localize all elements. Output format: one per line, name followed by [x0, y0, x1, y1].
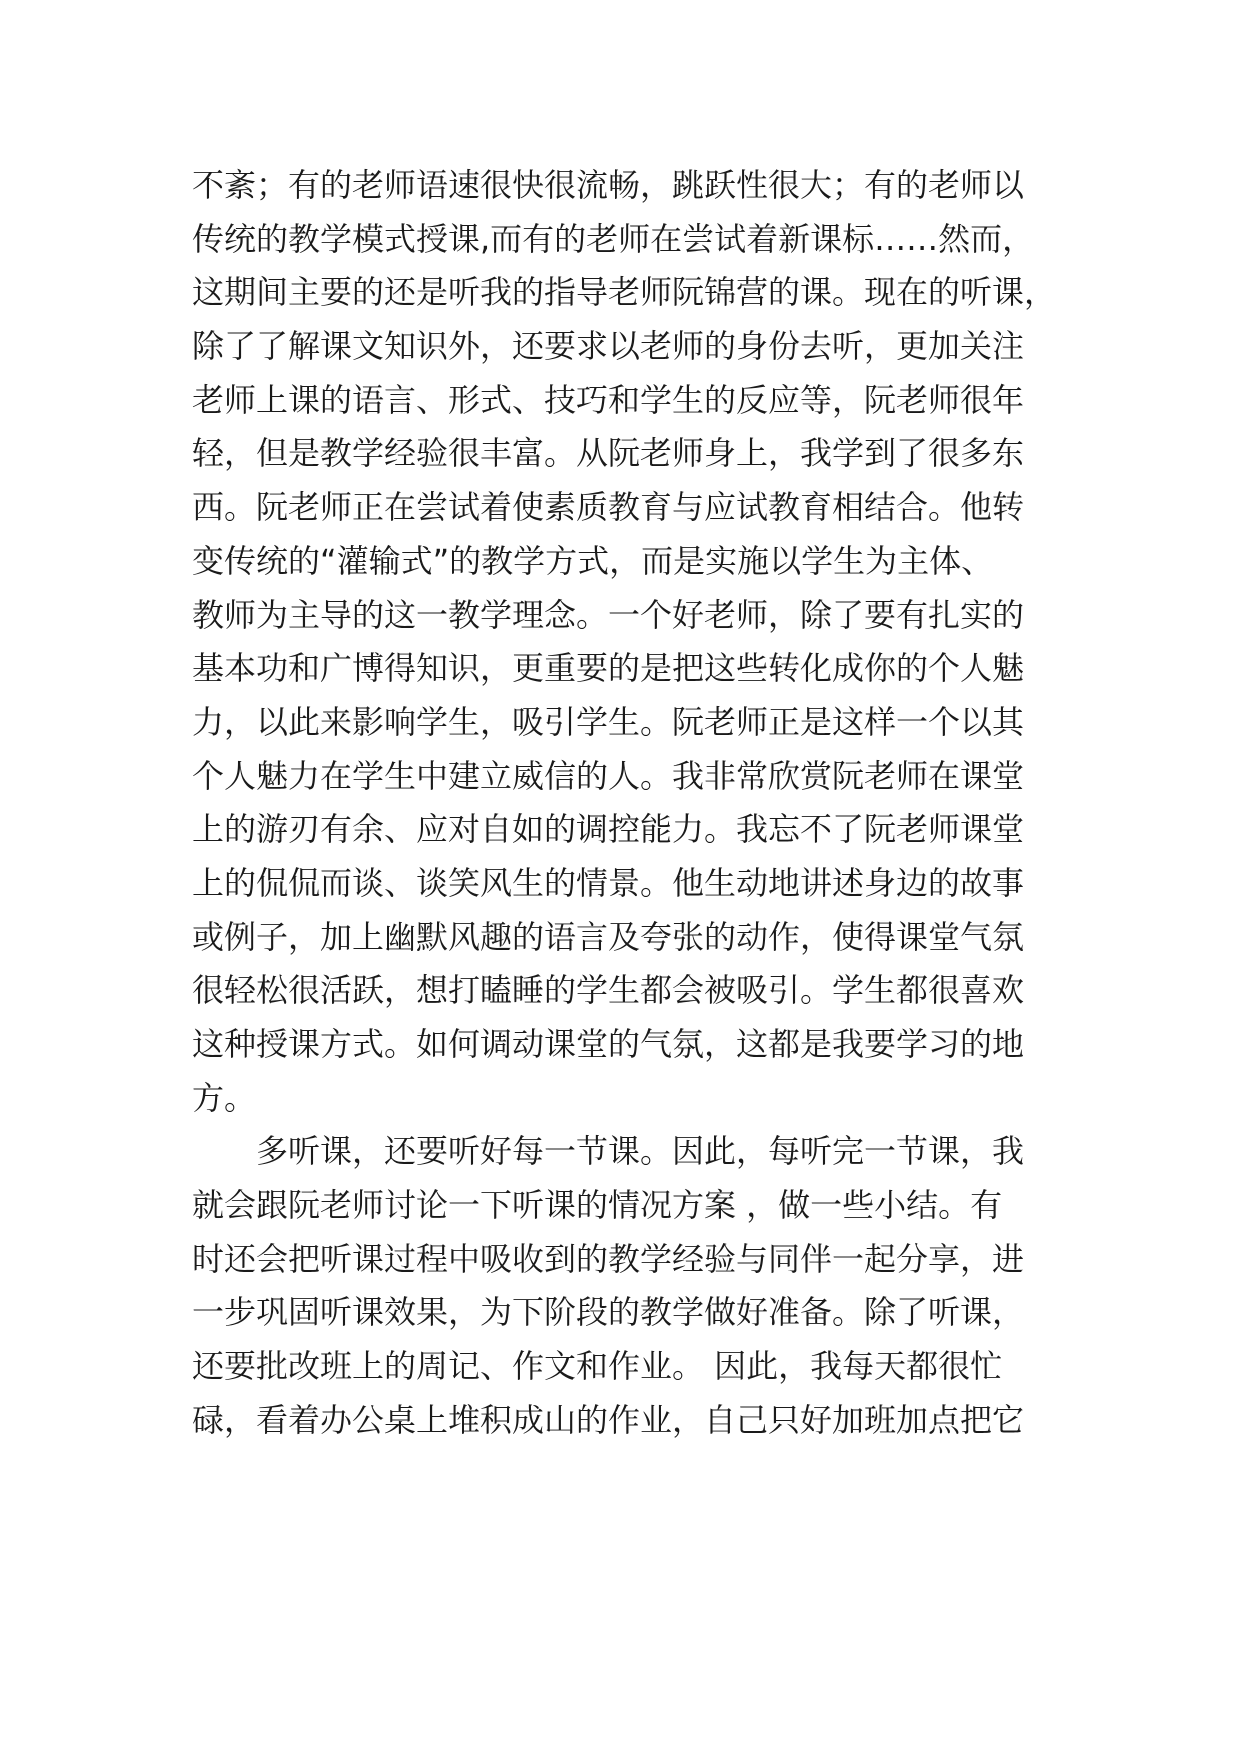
- text-line: 就会跟阮老师讨论一下听课的情况方案 ，做一些小结。有: [192, 1186, 1003, 1225]
- text-line: 很轻松很活跃，想打瞌睡的学生都会被吸引。学生都很喜欢: [192, 971, 1025, 1010]
- text-line: 这期间主要的还是听我的指导老师阮锦营的课。现在的听课，: [192, 273, 1057, 312]
- text-line: 基本功和广博得知识，更重要的是把这些转化成你的个人魅: [192, 649, 1025, 688]
- text-line: 轻，但是教学经验很丰富。从阮老师身上，我学到了很多东: [192, 434, 1025, 473]
- text-line: 方。: [192, 1078, 257, 1117]
- text-line: 变传统的“灌输式”的教学方式，而是实施以学生为主体、: [192, 541, 994, 580]
- text-line: 或例子，加上幽默风趣的语言及夸张的动作，使得课堂气氛: [192, 917, 1025, 956]
- text-line: 上的侃侃而谈、谈笑风生的情景。他生动地讲述身边的故事: [192, 863, 1025, 902]
- text-line: 除了了解课文知识外，还要求以老师的身份去听，更加关注: [192, 327, 1025, 366]
- text-line: 时还会把听课过程中吸收到的教学经验与同伴一起分享，进: [192, 1239, 1025, 1278]
- text-line: 上的游刃有余、应对自如的调控能力。我忘不了阮老师课堂: [192, 810, 1025, 849]
- text-line: 西。阮老师正在尝试着使素质教育与应试教育相结合。他转: [192, 488, 1025, 527]
- text-line: 碌，看着办公桌上堆积成山的作业，自己只好加班加点把它: [192, 1400, 1025, 1439]
- text-line: 一步巩固听课效果，为下阶段的教学做好准备。除了听课，: [192, 1293, 1025, 1332]
- text-line: 教师为主导的这一教学理念。一个好老师，除了要有扎实的: [192, 595, 1025, 634]
- text-line: 力，以此来影响学生，吸引学生。阮老师正是这样一个以其: [192, 702, 1025, 741]
- text-line: 老师上课的语言、形式、技巧和学生的反应等，阮老师很年: [192, 380, 1025, 419]
- text-line: 这种授课方式。如何调动课堂的气氛，这都是我要学习的地: [192, 1025, 1025, 1063]
- paragraph-first-line: 多听课，还要听好每一节课。因此，每听完一节课，我: [256, 1132, 1025, 1171]
- body-text: [192, 159, 1092, 1448]
- text-line: 个人魅力在学生中建立威信的人。我非常欣赏阮老师在课堂: [192, 756, 1025, 795]
- text-line: 传统的教学模式授课,而有的老师在尝试着新课标……然而，: [192, 219, 1035, 258]
- text-line: 还要批改班上的周记、作文和作业。 因此，我每天都很忙: [192, 1347, 1003, 1386]
- text-line: 不紊；有的老师语速很快很流畅，跳跃性很大；有的老师以: [192, 166, 1025, 204]
